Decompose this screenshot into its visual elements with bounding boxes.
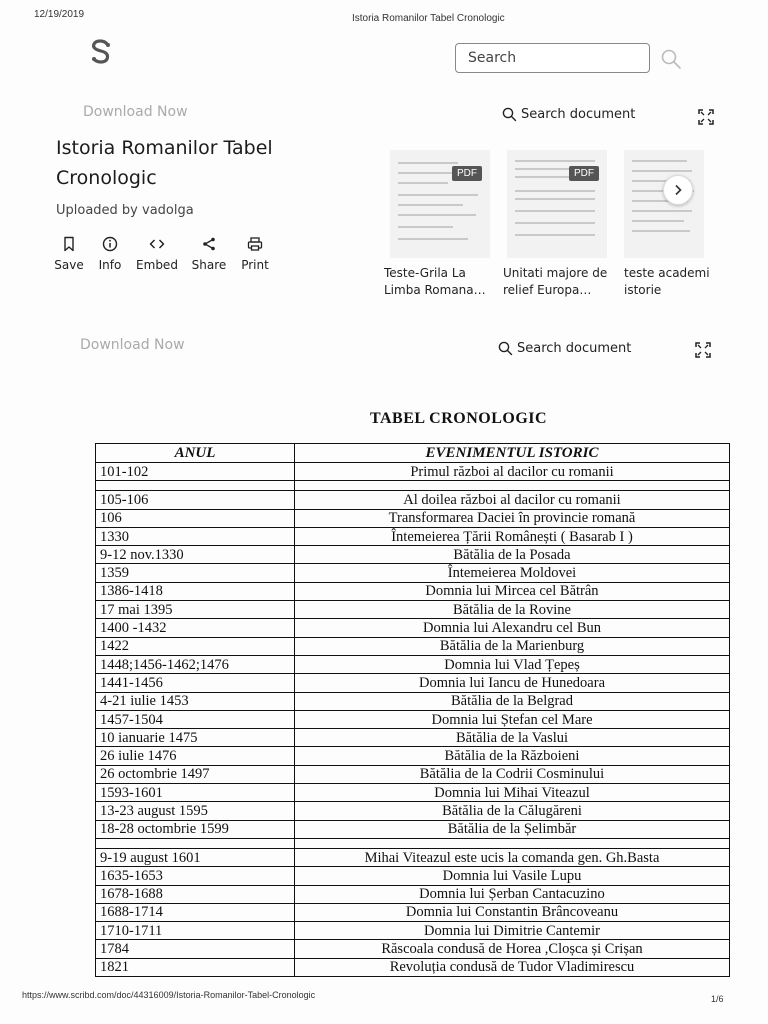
year-cell: 13-23 august 1595 <box>96 802 295 820</box>
document-title <box>56 133 306 193</box>
event-cell: Primul război al dacilor cu romanii <box>295 463 730 481</box>
table-row <box>96 674 730 692</box>
table-row <box>96 564 730 582</box>
year-cell: 1457-1504 <box>96 710 295 728</box>
year-cell: 1359 <box>96 564 295 582</box>
year-cell: 1821 <box>96 958 295 976</box>
table-header-row <box>96 444 730 463</box>
table-row <box>96 784 730 802</box>
event-cell: Întemeierea Moldovei <box>295 564 730 582</box>
year-cell: 1678-1688 <box>96 885 295 903</box>
event-cell: Domnia lui Alexandru cel Bun <box>295 619 730 637</box>
bookmark-icon <box>61 236 77 252</box>
event-cell: Domnia lui Vasile Lupu <box>295 867 730 885</box>
print-title: Istoria Romanilor Tabel Cronologic <box>352 13 505 24</box>
year-cell: 1688-1714 <box>96 903 295 921</box>
search-document-button[interactable] <box>502 107 635 122</box>
year-cell: 17 mai 1395 <box>96 601 295 619</box>
search-document-label: Search document <box>521 107 636 122</box>
fullscreen-icon[interactable] <box>694 341 712 359</box>
info-button[interactable] <box>86 236 134 272</box>
event-cell <box>295 481 730 491</box>
related-doc-caption-line1: Teste-Grila La <box>384 266 466 280</box>
share-label: Share <box>191 258 227 272</box>
related-doc-thumbnail[interactable] <box>624 150 704 258</box>
embed-icon <box>149 236 165 252</box>
year-cell: 1710-1711 <box>96 922 295 940</box>
event-cell: Al doilea război al dacilor cu romanii <box>295 491 730 509</box>
table-row <box>96 729 730 747</box>
table-row <box>96 655 730 673</box>
info-label: Info <box>98 258 122 272</box>
chevron-right-icon <box>673 184 683 196</box>
related-doc-thumbnail[interactable] <box>390 150 490 258</box>
carousel-next-button[interactable] <box>663 175 693 205</box>
year-cell <box>96 838 295 848</box>
table-row <box>96 885 730 903</box>
table-row <box>96 838 730 848</box>
related-doc-caption-line2: istorie <box>624 283 662 297</box>
table-row <box>96 903 730 921</box>
footer-url: https://www.scribd.com/doc/44316009/Istoria-Romanilor-Tabel-Cronologic <box>22 990 316 1000</box>
embed-label: Embed <box>136 258 178 272</box>
year-cell: 9-19 august 1601 <box>96 848 295 866</box>
event-cell: Bătălia de la Călugăreni <box>295 802 730 820</box>
search-document-label: Search document <box>517 341 632 356</box>
event-cell: Mihai Viteazul este ucis la comanda gen. Gh.Basta <box>295 848 730 866</box>
table-row <box>96 481 730 491</box>
related-doc-caption[interactable] <box>624 265 724 299</box>
event-cell: Revoluția condusă de Tudor Vladimirescu <box>295 958 730 976</box>
event-cell: Bătălia de la Posada <box>295 546 730 564</box>
year-cell: 1400 -1432 <box>96 619 295 637</box>
year-cell: 1593-1601 <box>96 784 295 802</box>
table-row <box>96 867 730 885</box>
fullscreen-icon[interactable] <box>697 108 715 126</box>
related-doc-caption-line2: Limba Romana… <box>384 283 486 297</box>
year-cell: 1635-1653 <box>96 867 295 885</box>
year-cell: 1784 <box>96 940 295 958</box>
event-cell: Bătălia de la Vaslui <box>295 729 730 747</box>
download-now-button[interactable]: Download Now <box>80 337 185 353</box>
event-cell: Bătălia de la Marienburg <box>295 637 730 655</box>
search-input[interactable]: Search <box>455 43 650 73</box>
table-row <box>96 958 730 976</box>
table-title: TABEL CRONOLOGIC <box>370 410 548 427</box>
event-cell: Bătălia de la Belgrad <box>295 692 730 710</box>
table-row <box>96 765 730 783</box>
table-row <box>96 710 730 728</box>
event-cell: Domnia lui Ștefan cel Mare <box>295 710 730 728</box>
share-button[interactable] <box>185 236 233 272</box>
table-row <box>96 527 730 545</box>
search-document-button[interactable] <box>498 341 631 356</box>
table-row <box>96 802 730 820</box>
year-cell: 1330 <box>96 527 295 545</box>
event-cell: Răscoala condusă de Horea ,Cloșca și Crișan <box>295 940 730 958</box>
event-cell: Domnia lui Șerban Cantacuzino <box>295 885 730 903</box>
event-cell: Domnia lui Vlad Țepeș <box>295 655 730 673</box>
save-label: Save <box>54 258 84 272</box>
event-cell: Domnia lui Mircea cel Bătrân <box>295 582 730 600</box>
year-cell: 18-28 octombrie 1599 <box>96 820 295 838</box>
related-doc-caption-line2: relief Europa… <box>503 283 592 297</box>
table-row <box>96 637 730 655</box>
share-icon <box>201 236 217 252</box>
year-cell: 26 octombrie 1497 <box>96 765 295 783</box>
year-cell: 10 ianuarie 1475 <box>96 729 295 747</box>
info-icon <box>102 236 118 252</box>
table-row <box>96 747 730 765</box>
table-row <box>96 491 730 509</box>
search-document-icon <box>502 107 517 122</box>
pdf-tag: PDF <box>569 166 599 181</box>
pdf-tag: PDF <box>452 166 482 181</box>
table-row <box>96 848 730 866</box>
document-title-line2: Cronologic <box>56 167 157 189</box>
event-cell: Bătălia de la Codrii Cosminului <box>295 765 730 783</box>
event-cell: Bătălia de la Rovine <box>295 601 730 619</box>
event-cell: Domnia lui Iancu de Hunedoara <box>295 674 730 692</box>
page-number: 1/6 <box>711 994 724 1004</box>
event-cell <box>295 838 730 848</box>
related-doc-caption-line1: teste academi <box>624 266 710 280</box>
print-label: Print <box>241 258 269 272</box>
search-document-icon <box>498 341 513 356</box>
event-cell: Bătălia de la Șelimbăr <box>295 820 730 838</box>
header-event: EVENIMENTUL ISTORIC <box>295 444 730 463</box>
print-date: 12/19/2019 <box>34 9 85 20</box>
year-cell: 4-21 iulie 1453 <box>96 692 295 710</box>
year-cell: 1422 <box>96 637 295 655</box>
table-row <box>96 692 730 710</box>
year-cell: 106 <box>96 509 295 527</box>
related-doc-thumbnail[interactable] <box>507 150 607 258</box>
document-title-line1: Istoria Romanilor Tabel <box>56 137 273 159</box>
table-row <box>96 582 730 600</box>
year-cell <box>96 481 295 491</box>
table-row <box>96 820 730 838</box>
table-row <box>96 509 730 527</box>
table-row <box>96 619 730 637</box>
header-year: ANUL <box>96 444 295 463</box>
year-cell: 1386-1418 <box>96 582 295 600</box>
event-cell: Domnia lui Mihai Viteazul <box>295 784 730 802</box>
event-cell: Domnia lui Constantin Brâncoveanu <box>295 903 730 921</box>
print-button[interactable] <box>231 236 279 272</box>
table-row <box>96 546 730 564</box>
table-row <box>96 922 730 940</box>
related-doc-caption[interactable] <box>503 265 615 299</box>
print-icon <box>247 236 263 252</box>
download-now-button[interactable]: Download Now <box>83 104 188 120</box>
chronology-table <box>95 443 730 977</box>
search-icon[interactable] <box>660 48 682 70</box>
year-cell: 1441-1456 <box>96 674 295 692</box>
scribd-logo-icon[interactable] <box>88 38 114 66</box>
event-cell: Întemeierea Țării Românești ( Basarab I ) <box>295 527 730 545</box>
embed-button[interactable] <box>133 236 181 272</box>
event-cell: Transformarea Daciei în provincie romană <box>295 509 730 527</box>
year-cell: 101-102 <box>96 463 295 481</box>
year-cell: 26 iulie 1476 <box>96 747 295 765</box>
event-cell: Domnia lui Dimitrie Cantemir <box>295 922 730 940</box>
table-row <box>96 463 730 481</box>
uploaded-by: Uploaded by vadolga <box>56 203 194 218</box>
year-cell: 105-106 <box>96 491 295 509</box>
year-cell: 9-12 nov.1330 <box>96 546 295 564</box>
table-row <box>96 940 730 958</box>
table-row <box>96 601 730 619</box>
year-cell: 1448;1456-1462;1476 <box>96 655 295 673</box>
related-doc-caption-line1: Unitati majore de <box>503 266 608 280</box>
event-cell: Bătălia de la Războieni <box>295 747 730 765</box>
related-doc-caption[interactable] <box>384 265 496 299</box>
